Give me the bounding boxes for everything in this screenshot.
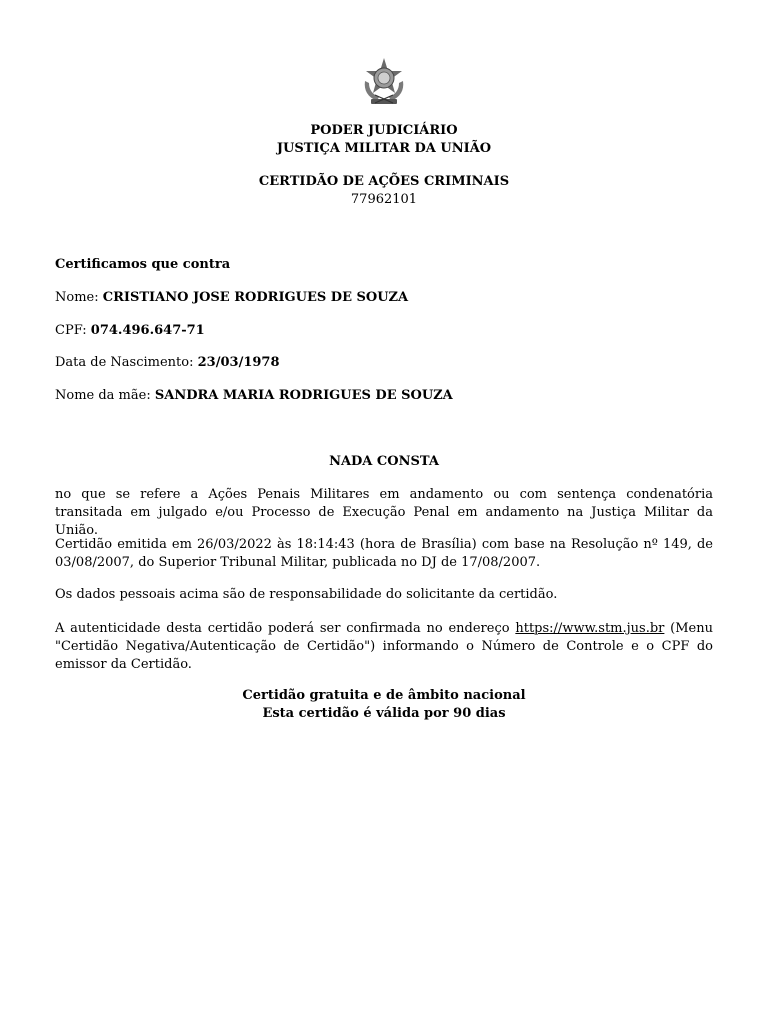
certificate-number: 77962101 bbox=[350, 192, 418, 207]
cpf-value: 074.496.647-71 bbox=[90, 323, 205, 338]
mother-label: Nome da mãe: bbox=[55, 388, 151, 403]
issuer-line-2: JUSTIÇA MILITAR DA UNIÃO bbox=[276, 141, 492, 156]
subject-cpf-row bbox=[55, 322, 713, 340]
certificate-heading bbox=[55, 173, 713, 209]
authenticity-text-before: A autenticidade desta certidão poderá ser confirmada no endereço bbox=[55, 621, 510, 636]
footer-notes bbox=[55, 687, 713, 723]
certificate-title: CERTIDÃO DE AÇÕES CRIMINAIS bbox=[258, 174, 510, 189]
result-paragraph-4 bbox=[55, 620, 713, 674]
birth-label: Data de Nascimento: bbox=[55, 355, 194, 370]
authenticity-text-after: (Menu "Certidão Negativa/Autenticação de Certidão") informando o Número de Controle e o CPF do emissor da Certidão. bbox=[55, 621, 713, 672]
stm-website-link[interactable]: https://www.stm.jus.br bbox=[515, 621, 665, 636]
footer-line-2: Esta certidão é válida por 90 dias bbox=[262, 706, 506, 721]
subject-mother-row bbox=[55, 387, 713, 405]
mother-value: SANDRA MARIA RODRIGUES DE SOUZA bbox=[154, 388, 453, 403]
result-paragraph-3: Os dados pessoais acima são de responsabilidade do solicitante da certidão. bbox=[55, 587, 558, 602]
name-label: Nome: bbox=[55, 290, 99, 305]
coat-of-arms-emblem bbox=[359, 57, 409, 107]
cpf-label: CPF: bbox=[55, 323, 87, 338]
birth-value: 23/03/1978 bbox=[197, 355, 280, 370]
subject-intro: Certificamos que contra bbox=[55, 257, 231, 272]
subject-name-row bbox=[55, 289, 713, 307]
issuer-heading bbox=[55, 122, 713, 158]
result-paragraph-2: Certidão emitida em 26/03/2022 às 18:14:43 (hora de Brasília) com base na Resolução nº 149, de 03/08/2007, do Superior Tribunal Militar, publicada no DJ de 17/08/2007. bbox=[55, 537, 713, 570]
result-paragraph-1: no que se refere a Ações Penais Militares em andamento ou com sentença condenatória transitada em julgado e/ou Processo de Execução Penal em andamento na Justiça Militar da União. bbox=[55, 487, 713, 538]
subject-birth-row bbox=[55, 354, 713, 372]
result-heading: NADA CONSTA bbox=[329, 454, 439, 469]
footer-line-1: Certidão gratuita e de âmbito nacional bbox=[242, 688, 526, 703]
issuer-line-1: PODER JUDICIÁRIO bbox=[310, 123, 458, 138]
name-value: CRISTIANO JOSE RODRIGUES DE SOUZA bbox=[102, 290, 409, 305]
